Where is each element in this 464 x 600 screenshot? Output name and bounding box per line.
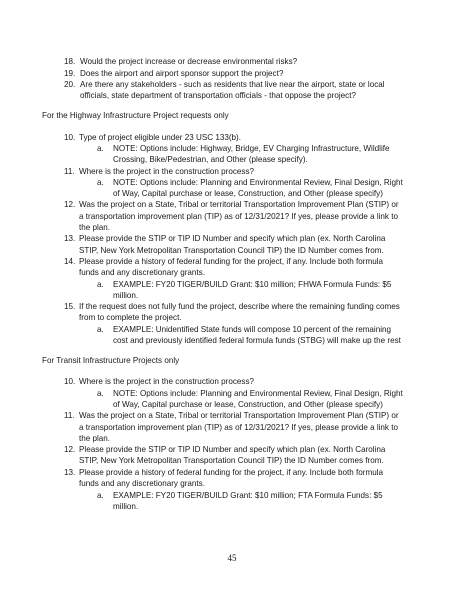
sub-item <box>0 324 464 346</box>
list-item <box>0 467 464 489</box>
sub-item-text: NOTE: Options include: Planning and Environmental Review, Final Design, Right of Way, Capital purchase or lease, Construction, and Other (please specify) <box>113 388 403 410</box>
item-number: 15. <box>64 302 76 312</box>
item-text: Where is the project in the construction process? <box>79 377 254 387</box>
sub-item-text: NOTE: Options include: Planning and Environmental Review, Final Design, Right of Way, Capital purchase or lease, Construction, and Other (please specify) <box>113 178 403 199</box>
sub-item <box>0 279 464 301</box>
item-number: 18. <box>64 57 76 66</box>
item-text: Please provide the STIP or TIP ID Number and specify which plan (ex. North Carolina STIP, New York Metropolitan Transportation Council TIP) the ID Number comes from. <box>79 445 386 466</box>
list-item <box>0 56 464 67</box>
item-number: 11. <box>64 166 75 176</box>
item-text: Type of project eligible under 23 USC 133(b). <box>79 132 241 142</box>
transit-list <box>0 376 464 512</box>
item-text: Does the airport and airport sponsor support the project? <box>80 68 284 78</box>
list-item <box>0 79 464 101</box>
sub-item <box>0 490 464 512</box>
item-number: 12. <box>64 445 76 455</box>
list-item <box>0 132 464 143</box>
item-text: Please provide the STIP or TIP ID Number and specify which plan (ex. North Carolina STIP, New York Metropolitan Transportation Council TIP) the ID Number comes from. <box>79 234 386 255</box>
item-text: Would the project increase or decrease environmental risks? <box>80 57 298 66</box>
sub-item-text: NOTE: Options include: Highway, Bridge, EV Charging Infrastructure, Wildlife Crossing, Bike/Pedestrian, and Other (please specify). <box>113 144 390 165</box>
section-heading-transit: For Transit Infrastructure Projects only <box>42 356 180 366</box>
item-text: Was the project on a State, Tribal or territorial Transportation Improvement Plan (STIP) or a transportation improvement plan (TIP) as of 12/31/2021? If yes, please provide a link to the plan. <box>79 411 399 443</box>
item-number: 13. <box>64 234 76 244</box>
list-item <box>0 166 464 177</box>
item-number: 19. <box>64 68 76 78</box>
list-item <box>0 410 464 444</box>
sub-item-letter: a. <box>97 279 104 289</box>
item-number: 14. <box>64 257 76 267</box>
page-number: 45 <box>227 553 237 563</box>
sub-item-text: EXAMPLE: Unidentified State funds will compose 10 percent of the remaining cost and previously identified federal formula funds (STBG) will make up the rest <box>113 324 401 346</box>
sub-item <box>0 143 464 165</box>
item-text: Where is the project in the construction process? <box>79 166 254 176</box>
item-text: Was the project on a State, Tribal or territorial Transportation Improvement Plan (STIP) or a transportation improvement plan (TIP) as of 12/31/2021? If yes, please provide a link to the plan. <box>79 200 399 232</box>
list-item <box>0 256 464 278</box>
list-item <box>0 376 464 387</box>
item-text: If the request does not fully fund the project, describe where the remaining funding comes from to complete the project. <box>79 302 400 323</box>
item-text: Are there any stakeholders - such as residents that live near the airport, state or local officials, state department of transportation officials - that oppose the project? <box>80 80 385 101</box>
item-number: 20. <box>64 80 76 89</box>
section-heading-highway: For the Highway Infrastructure Project requests only <box>42 111 229 121</box>
item-number: 13. <box>64 467 76 477</box>
sub-item-letter: a. <box>97 144 104 154</box>
sub-item <box>0 388 464 410</box>
item-number: 11. <box>64 411 75 421</box>
list-item <box>0 233 464 255</box>
item-number: 12. <box>64 200 76 210</box>
sub-item-text: EXAMPLE: FY20 TIGER/BUILD Grant: $10 million; FHWA Formula Funds: $5 million. <box>113 279 392 300</box>
top-list <box>0 56 464 101</box>
sub-item-letter: a. <box>97 388 104 398</box>
sub-item-letter: a. <box>97 178 104 188</box>
list-item <box>0 68 464 79</box>
item-number: 10. <box>64 377 76 387</box>
list-item <box>0 444 464 466</box>
sub-item <box>0 177 464 199</box>
list-item <box>0 199 464 233</box>
list-item <box>0 301 464 323</box>
sub-item-text: EXAMPLE: FY20 TIGER/BUILD Grant: $10 million; FTA Formula Funds: $5 million. <box>113 490 383 511</box>
sub-item-letter: a. <box>97 324 104 334</box>
sub-item-letter: a. <box>97 490 104 500</box>
item-text: Please provide a history of federal funding for the project, if any. Include both formula funds and any discretionary grants. <box>79 257 383 278</box>
item-text: Please provide a history of federal funding for the project, if any. Include both formula funds and any discretionary grants. <box>79 467 383 489</box>
highway-list <box>0 132 464 347</box>
item-number: 10. <box>64 132 76 142</box>
